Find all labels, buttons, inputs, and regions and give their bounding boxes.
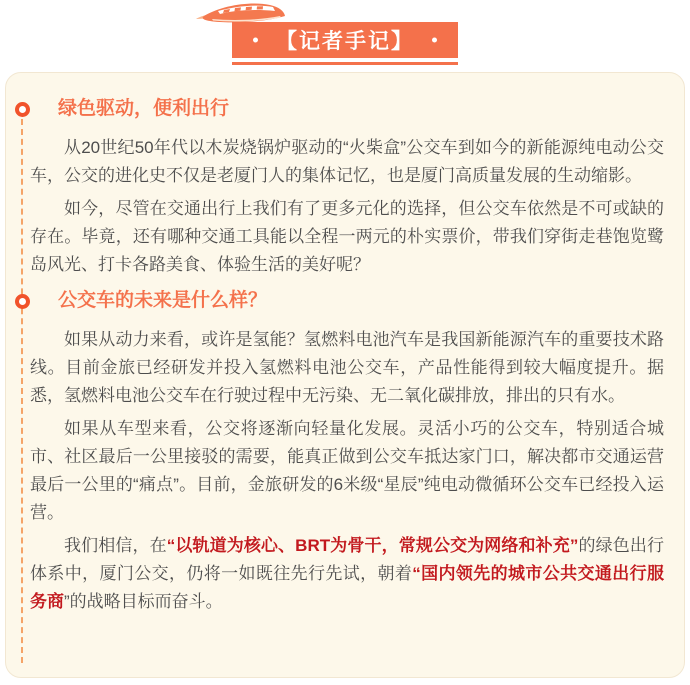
paragraph: 如果从动力来看，或许是氢能？氢燃料电池汽车是我国新能源汽车的重要技术路线。目前金旅已经研发并投入氢燃料电池公交车，产品性能得到较大幅度提升。据悉，氢燃料电池公交车在行驶过程中无污染、无二氧化碳排放，排出的只有水。 xyxy=(30,330,664,405)
ring-bullet-icon xyxy=(15,102,30,117)
badge-dot-right-icon xyxy=(432,38,437,43)
paragraph: 如今，尽管在交通出行上我们有了更多元化的选择，但公交车依然是不可或缺的存在。毕竟，还有哪种交通工具能以全程一两元的朴实票价，带我们穿街走巷饱览鹭岛风光、打卡各路美食、体验生活的美好呢？ xyxy=(30,199,664,274)
closing-run: 我们相信，在 xyxy=(64,536,167,555)
paragraph: 从20世纪50年代以木炭烧锅炉驱动的“火柴盒”公交车到如今的新能源纯电动公交车，公交的进化史不仅是老厦门人的集体记忆，也是厦门高质量发展的生动缩影。 xyxy=(30,138,664,185)
section-heading-text: 绿色驱动，便利出行 xyxy=(58,98,230,119)
article-card xyxy=(5,72,685,678)
header xyxy=(0,0,690,72)
paragraph: 如果从车型来看，公交将逐渐向轻量化发展。灵活小巧的公交车，特别适合城市、社区最后一公里接驳的需要，能真正做到公交车抵达家门口，解决都市交通运营最后一公里的“痛点”。目前，金旅研发的6米级“星辰”纯电动微循环公交车已经投入运营。 xyxy=(30,419,664,522)
paragraph-closing xyxy=(30,532,664,616)
closing-run: ”的战略目标而奋斗。 xyxy=(64,592,223,611)
section-heading-text: 公交车的未来是什么样？ xyxy=(58,290,268,311)
dashed-timeline-rail xyxy=(21,119,23,663)
ring-bullet-icon xyxy=(15,294,30,309)
closing-highlight: “国内领先的城市公共交通出行服务商 xyxy=(30,564,664,611)
section-heading xyxy=(58,289,664,313)
closing-run: 的绿色出行体系中，厦门公交，仍将一如既往先行先试，朝着 xyxy=(30,536,665,583)
badge-dot-left-icon xyxy=(253,38,258,43)
reporter-notes-badge xyxy=(232,22,458,58)
speeding-train-icon xyxy=(194,0,286,24)
badge-label: 【记者手记】 xyxy=(276,30,414,53)
closing-highlight: “以轨道为核心、BRT为骨干，常规公交为网络和补充” xyxy=(166,536,579,555)
badge-underline xyxy=(232,62,458,65)
section-green-drive xyxy=(30,97,664,279)
section-bus-future xyxy=(30,289,664,616)
section-heading xyxy=(58,97,664,121)
